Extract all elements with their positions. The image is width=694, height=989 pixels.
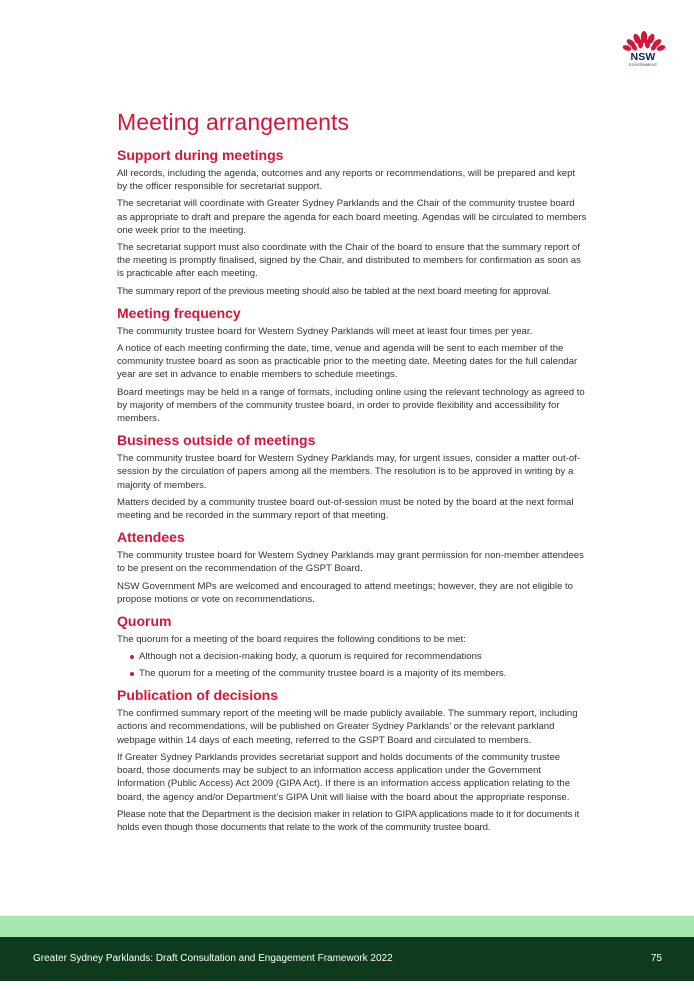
- section-support-during-meetings: [117, 146, 587, 298]
- main-content: [117, 108, 587, 840]
- section-attendees: [117, 528, 587, 606]
- section-publication-of-decisions: [117, 686, 587, 834]
- paragraph: Please note that the Department is the decision maker in relation to GIPA applications made to it for documents it holds even though those documents that relate to the work of the community trustee board.: [117, 808, 580, 833]
- paragraph: Matters decided by a community trustee board out-of-session must be noted by the board at the next formal meeting and be recorded in the summary report of that meeting.: [117, 496, 574, 522]
- paragraph: The community trustee board for Western Sydney Parklands will meet at least four times per year.: [117, 325, 533, 337]
- list-item: Although not a decision-making body, a quorum is required for recommendations: [129, 650, 587, 664]
- paragraph: The secretariat support must also coordinate with the Chair of the board to ensure that the summary report of the meeting is promptly finalised, signed by the Chair, and distributed to members for confirmation as soon as is practicable after each meeting.: [117, 242, 581, 280]
- paragraph: The community trustee board for Western Sydney Parklands may, for urgent issues, consider a matter out-of-session by the circulation of papers among all the members. The resolution is to be approved in writing by a majority of members.: [117, 453, 581, 491]
- section-business-outside-meetings: [117, 431, 587, 522]
- paragraph: NSW Government MPs are welcomed and encouraged to attend meetings; however, they are not eligible to propose motions or vote on recommendations.: [117, 580, 573, 605]
- list-item: The quorum for a meeting of the community trustee board is a majority of its members.: [129, 667, 587, 681]
- paragraph: The quorum for a meeting of the board requires the following conditions to be met:: [117, 634, 466, 646]
- paragraph: A notice of each meeting confirming the date, time, venue and agenda will be sent to each member of the community trustee board as soon as practicable prior to the meeting date. Meeting dates for the full calendar year are set in advance to enable members to schedule meetings.: [117, 343, 578, 381]
- paragraph: The community trustee board for Western Sydney Parklands may grant permission for non-member attendees to be present on the recommendation of the GSPT Board.: [117, 550, 584, 575]
- section-heading: Business outside of meetings: [117, 432, 316, 449]
- paragraph: If Greater Sydney Parklands provides secretariat support and holds documents of the community trustee board, those documents may be subject to an information access application under the Government Information (Public Access) Act 2009 (GIPA Act). If there is an information access application relating to the board, the agency and/or Department’s GIPA Unit will liaise with the board about the appropriate response.: [117, 751, 571, 803]
- paragraph: All records, including the agenda, outcomes and any reports or recommendations, will be prepared and kept by the officer responsible for secretariat support.: [117, 168, 576, 193]
- section-heading: Support during meetings: [117, 147, 284, 163]
- paragraph: Board meetings may be held in a range of formats, including online using the relevant technology as agreed to by majority of members of the community trustee board, in order to provide flexibility and accessibility for members.: [117, 386, 585, 425]
- section-meeting-frequency: [117, 304, 587, 425]
- paragraph: The confirmed summary report of the meeting will be made publicly available. The summary report, including actions and recommendations, will be published on Greater Sydney Parklands’ or the relevant parkland webpage within 14 days of each meeting, referred to the GSPT Board and circulated to members.: [117, 708, 578, 746]
- page-number: 75: [650, 953, 662, 964]
- footer: [0, 937, 694, 981]
- nsw-logo-subtext: GOVERNMENT: [628, 63, 658, 67]
- paragraph: The summary report of the previous meeting should also be tabled at the next board meeting for approval.: [117, 285, 551, 297]
- section-heading: Meeting frequency: [117, 304, 241, 321]
- footer-band: [0, 916, 694, 937]
- page-title: Meeting arrangements: [117, 109, 350, 135]
- section-quorum: [117, 612, 587, 680]
- section-heading: Attendees: [117, 529, 185, 546]
- nsw-logo-text: NSW: [630, 51, 656, 63]
- section-heading: Quorum: [117, 613, 172, 630]
- footer-title: Greater Sydney Parklands: Draft Consultation and Engagement Framework 2022: [33, 953, 393, 964]
- bullet-list: [117, 650, 587, 680]
- section-heading: Publication of decisions: [117, 687, 279, 704]
- paragraph: The secretariat will coordinate with Greater Sydney Parklands and the Chair of the community trustee board as appropriate to draft and prepare the agenda for each board meeting. Agendas will be circulated to members one week prior to the meeting.: [117, 198, 587, 236]
